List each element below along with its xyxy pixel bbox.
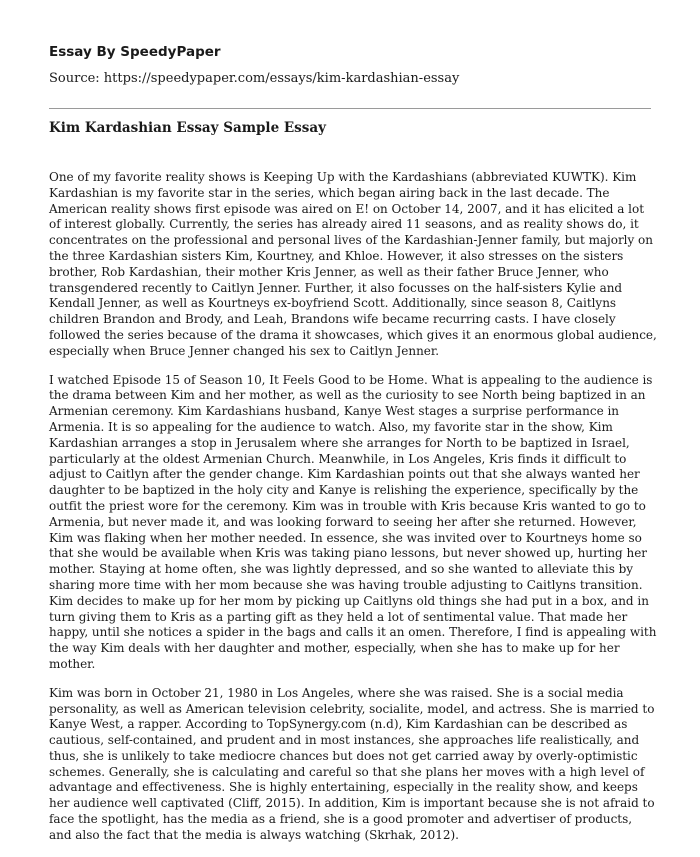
header-divider <box>49 108 651 109</box>
source-line: Source: https://speedypaper.com/essays/kim-kardashian-essay <box>49 71 460 86</box>
essay-body <box>49 170 657 857</box>
essay-paragraph-1: One of my favorite reality shows is Keeping Up with the Kardashians (abbreviated KUWTK). Kim Kardashian is my favorite star in the series, which began airing back in the last decade. The American reality shows first episode was aired on E! on October 14, 2007, and it has elicited a lot of interest globally. Currently, the series has already aired 11 seasons, and as reality shows do, it concentrates on the professional and personal lives of the Kardashian-Jenner family, but majorly on the three Kardashian sisters Kim, Kourtney, and Khloe. However, it also stresses on the sisters brother, Rob Kardashian, their mother Kris Jenner, as well as their father Bruce Jenner, who transgendered recently to Caitlyn Jenner. Further, it also focusses on the half-sisters Kylie and Kendall Jenner, as well as Kourtneys ex-boyfriend Scott. Additionally, since season 8, Caitlyns children Brandon and Brody, and Leah, Brandons wife became recurring casts. I have closely followed the series because of the drama it showcases, which gives it an enormous global audience, especially when Bruce Jenner changed his sex to Caitlyn Jenner. <box>49 170 657 358</box>
essay-title: Kim Kardashian Essay Sample Essay <box>49 120 326 136</box>
site-header-title: Essay By SpeedyPaper <box>49 44 221 60</box>
essay-paragraph-3: Kim was born in October 21, 1980 in Los Angeles, where she was raised. She is a social media personality, as well as American television celebrity, socialite, model, and actress. She is married to Kanye West, a rapper. According to TopSynergy.com (n.d), Kim Kardashian can be described as cautious, self-contained, and prudent and in most instances, she approaches life realistically, and thus, she is unlikely to take mediocre chances but does not get carried away by overly-optimistic schemes. Generally, she is calculating and careful so that she plans her moves with a high level of advantage and effectiveness. She is highly entertaining, especially in the reality show, and keeps her audience well captivated (Cliff, 2015). In addition, Kim is important because she is not afraid to face the spotlight, has the media as a friend, she is a good promoter and advertiser of products, and also the fact that the media is always watching (Skrhak, 2012). <box>49 685 655 842</box>
essay-paragraph-2: I watched Episode 15 of Season 10, It Feels Good to be Home. What is appealing to the audience is the drama between Kim and her mother, as well as the curiosity to see North being baptized in an Armenian ceremony. Kim Kardashians husband, Kanye West stages a surprise performance in Armenia. It is so appealing for the audience to watch. Also, my favorite star in the show, Kim Kardashian arranges a stop in Jerusalem where she arranges for North to be baptized in Israel, particularly at the oldest Armenian Church. Meanwhile, in Los Angeles, Kris finds it difficult to adjust to Caitlyn after the gender change. Kim Kardashian points out that she always wanted her daughter to be baptized in the holy city and Kanye is relishing the experience, specifically by the outfit the priest wore for the ceremony. Kim was in trouble with Kris because Kris wanted to go to Armenia, but never made it, and was looking forward to seeing her after she returned. However, Kim was flaking when her mother needed. In essence, she was invited over to Kourtneys home so that she would be available when Kris was taking piano lessons, but never showed up, hurting her mother. Staying at home often, she was lightly depressed, and so she wanted to alleviate this by sharing more time with her mom because she was having trouble adjusting to Caitlyns transition. Kim decides to make up for her mom by picking up Caitlyns old things she had put in a box, and in turn giving them to Kris as a parting gift as they held a lot of sentimental value. That made her happy, until she notices a spider in the bags and calls it an omen. Therefore, I find is appealing with the way Kim deals with her daughter and mother, especially, when she has to make up for her mother. <box>49 372 657 671</box>
